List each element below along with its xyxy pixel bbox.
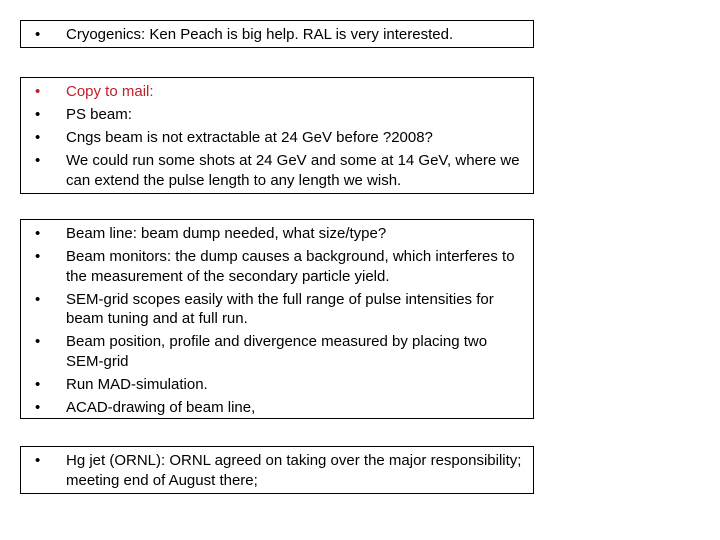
bullet-text: Beam monitors: the dump causes a background, which interferes to the measurement of the secondary particle yield. (66, 248, 515, 285)
bullet-text: Hg jet (ORNL): ORNL agreed on taking over the major responsibility; meeting end of August there; (66, 452, 522, 489)
bullet-text: Cryogenics: Ken Peach is big help. RAL is very interested. (66, 26, 454, 43)
bullet-icon: • (35, 333, 41, 350)
bullet-icon: • (35, 83, 41, 100)
bullet-text: Beam position, profile and divergence measured by placing two SEM-grid (66, 333, 488, 370)
bullet-item (21, 398, 533, 418)
bullet-item (21, 451, 533, 490)
bullet-icon: • (35, 106, 41, 123)
bullet-item (21, 105, 533, 125)
bullet-text: ACAD-drawing of beam line, (66, 398, 256, 416)
bullet-icon: • (35, 290, 41, 308)
bullet-icon: • (35, 398, 41, 416)
bullet-item (21, 290, 533, 329)
bullet-item (21, 224, 533, 244)
box-beam-line (20, 219, 534, 419)
bullet-item (21, 332, 533, 371)
bullet-item (21, 82, 533, 102)
bullet-text: Beam line: beam dump needed, what size/type? (66, 225, 387, 242)
bullet-item (21, 128, 533, 148)
bullet-text: Cngs beam is not extractable at 24 GeV before ?2008? (66, 129, 433, 146)
bullet-icon: • (35, 225, 41, 242)
box-cryogenics (20, 20, 534, 48)
box-hg-jet (20, 446, 534, 494)
bullet-item (21, 375, 533, 395)
bullet-text: PS beam: (66, 106, 132, 123)
bullet-item (21, 151, 533, 190)
bullet-icon: • (35, 152, 41, 169)
bullet-item (21, 25, 533, 45)
bullet-icon: • (35, 248, 41, 265)
bullet-text: SEM-grid scopes easily with the full range of pulse intensities for beam tuning and at full run. (66, 290, 494, 327)
bullet-text: Copy to mail: (66, 83, 154, 100)
bullet-text: We could run some shots at 24 GeV and some at 14 GeV, where we can extend the pulse length to any length we wish. (66, 152, 520, 189)
bullet-text: Run MAD-simulation. (66, 375, 208, 393)
bullet-icon: • (35, 26, 41, 43)
bullet-icon: • (35, 452, 41, 469)
box-ps-beam (20, 77, 534, 194)
bullet-icon: • (35, 129, 41, 146)
bullet-item (21, 247, 533, 286)
bullet-icon: • (35, 375, 41, 393)
